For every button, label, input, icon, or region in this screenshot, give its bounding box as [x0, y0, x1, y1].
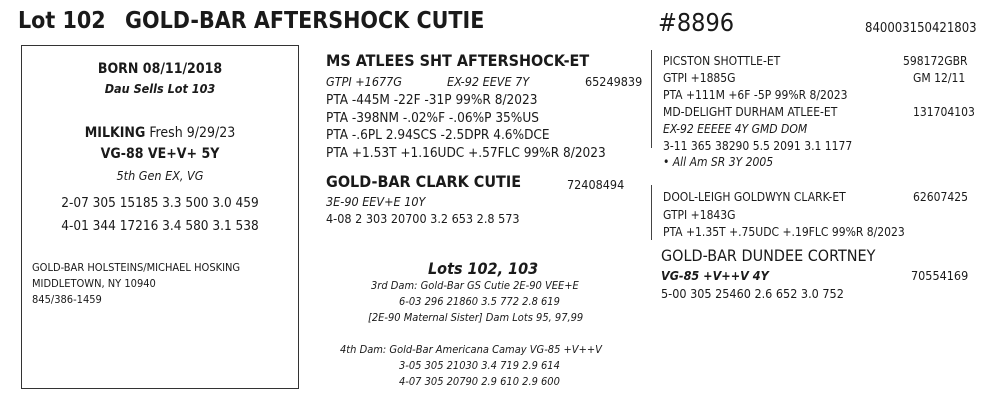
classification: VG-88 VE+V+ 5Y: [100, 146, 220, 162]
dam-sire-gtpi: GTPI +1843G: [663, 208, 736, 222]
record-2: 4-01 344 17216 3.4 580 3.1 538: [61, 218, 259, 234]
record-1: 2-07 305 15185 3.3 500 3.0 459: [61, 195, 259, 211]
sire-gtpi: GTPI +1677G: [326, 74, 403, 89]
dam-pedigree-line: [651, 185, 652, 240]
sire-sire-gm: GM 12/11: [913, 71, 966, 85]
dam-sire-name: DOOL-LEIGH GOLDWYN CLARK-ET: [663, 190, 846, 204]
generation: 5th Gen EX, VG: [116, 168, 204, 183]
sire-name: MS ATLEES SHT AFTERSHOCK-ET: [326, 51, 590, 70]
dam-dam-name: GOLD-BAR DUNDEE CORTNEY: [661, 246, 876, 265]
fourth-dam-record-2: 4-07 305 20790 2.9 610 2.9 600: [399, 375, 560, 388]
lot-number: Lot 102: [18, 8, 106, 34]
third-dam: 3rd Dam: Gold-Bar GS Cutie 2E-90 VEE+E: [371, 279, 579, 292]
fourth-dam-record-1: 3-05 305 21030 3.4 719 2.9 614: [399, 359, 560, 372]
sire-sire-gtpi: GTPI +1885G: [663, 71, 736, 85]
sire-reg: 65249839: [585, 74, 643, 89]
dam-record: 4-08 2 303 20700 3.2 653 2.8 573: [326, 211, 520, 226]
sire-pta-4: PTA +1.53T +1.16UDC +.57FLC 99%R 8/2023: [326, 145, 606, 161]
owner-name: GOLD-BAR HOLSTEINS/MICHAEL HOSKING: [32, 261, 241, 274]
info-box: [21, 45, 299, 389]
animal-number: #8896: [658, 8, 735, 37]
born-date: BORN 08/11/2018: [97, 61, 223, 77]
sire-sire-name: PICSTON SHOTTLE-ET: [663, 54, 781, 68]
third-dam-record: 6-03 296 21860 3.5 772 2.8 619: [399, 295, 560, 308]
lots-title: Lots 102, 103: [428, 259, 539, 278]
dam-reg: 72408494: [567, 177, 625, 192]
sire-class: EX-92 EEVE 7Y: [447, 74, 530, 89]
dam-name: GOLD-BAR CLARK CUTIE: [326, 172, 522, 191]
dam-sire-pta: PTA +1.35T +.75UDC +.19FLC 99%R 8/2023: [663, 225, 905, 239]
sire-pta-1: PTA -445M -22F -31P 99%R 8/2023: [326, 92, 538, 108]
fresh-date: Fresh 9/29/23: [149, 125, 236, 141]
sire-dam-record: 3-11 365 38290 5.5 2091 3.1 1177: [663, 139, 853, 153]
dam-dam-reg: 70554169: [911, 268, 969, 283]
owner-phone: 845/386-1459: [32, 293, 102, 306]
registration-number: 840003150421803: [865, 21, 977, 36]
sire-dam-class: EX-92 EEEEE 4Y GMD DOM: [663, 122, 808, 136]
sire-dam-name: MD-DELIGHT DURHAM ATLEE-ET: [663, 105, 838, 119]
sire-pta-2: PTA -398NM -.02%F -.06%P 35%US: [326, 110, 539, 126]
maternal-sister: [2E-90 Maternal Sister] Dam Lots 95, 97,99: [368, 311, 584, 324]
sire-pedigree-line: [651, 50, 652, 148]
owner-city: MIDDLETOWN, NY 10940: [32, 277, 156, 290]
dam-dam-class: VG-85 +V++V 4Y: [661, 268, 769, 283]
dam-sire-reg: 62607425: [913, 190, 968, 204]
animal-name: GOLD-BAR AFTERSHOCK CUTIE: [125, 8, 485, 34]
dam-dam-record: 5-00 305 25460 2.6 652 3.0 752: [661, 286, 844, 301]
sire-dam-award: • All Am SR 3Y 2005: [663, 155, 774, 169]
sire-pta-3: PTA -.6PL 2.94SCS -2.5DPR 4.6%DCE: [326, 127, 550, 143]
milking-line: [22, 125, 298, 141]
dau-sells: Dau Sells Lot 103: [104, 81, 216, 96]
fourth-dam: 4th Dam: Gold-Bar Americana Camay VG-85 +V++V: [340, 343, 602, 356]
dam-class: 3E-90 EEV+E 10Y: [326, 194, 426, 209]
sire-sire-pta: PTA +111M +6F -5P 99%R 8/2023: [663, 88, 848, 102]
milking-label: MILKING: [84, 125, 146, 141]
sire-sire-reg: 598172GBR: [903, 54, 968, 68]
sire-dam-reg: 131704103: [913, 105, 975, 119]
